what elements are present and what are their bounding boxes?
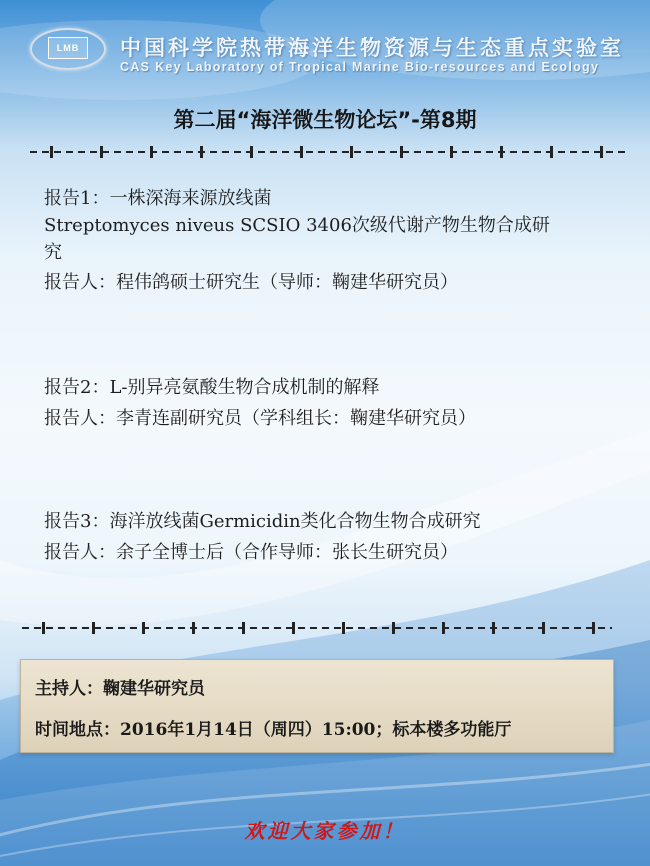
talk-3-speaker: 报告人：余子全博士后（合作导师：张长生研究员） — [44, 542, 458, 563]
header — [0, 0, 650, 92]
event-info-box — [20, 659, 614, 753]
talk-1-title-line3: 究 — [44, 242, 62, 263]
talk-1 — [44, 185, 634, 296]
lab-name-en: CAS Key Laboratory of Tropical Marine Bio-resources and Ecology — [120, 60, 600, 74]
talk-3 — [44, 508, 634, 566]
time-place-text: 时间地点：2016年1月14日（周四）15:00；标本楼多功能厅 — [35, 720, 512, 740]
lab-logo — [30, 28, 106, 70]
talk-3-title-line1: 报告3：海洋放线菌Germicidin类化合物生物合成研究 — [44, 511, 481, 532]
divider-top — [30, 146, 630, 158]
host-text: 主持人：鞠建华研究员 — [35, 679, 205, 699]
talk-1-speaker: 报告人：程伟鸽硕士研究生（导师：鞠建华研究员） — [44, 272, 458, 293]
lab-name-cn: 中国科学院热带海洋生物资源与生态重点实验室 — [120, 36, 624, 60]
talk-1-title-line2: Streptomyces niveus SCSIO 3406次级代谢产物生物合成研 — [44, 215, 550, 236]
welcome-text: 欢迎大家参加！ — [244, 819, 406, 843]
lab-logo-text: LMB — [48, 37, 88, 59]
page-title: 第二届“海洋微生物论坛”-第8期 — [173, 108, 477, 132]
talk-2 — [44, 374, 634, 432]
divider-bottom — [22, 622, 612, 634]
talk-2-speaker: 报告人：李青连副研究员（学科组长：鞠建华研究员） — [44, 408, 476, 429]
talk-1-title-line1: 报告1：一株深海来源放线菌 — [44, 188, 272, 209]
talk-2-title-line1: 报告2：L-别异亮氨酸生物合成机制的解释 — [44, 377, 380, 398]
